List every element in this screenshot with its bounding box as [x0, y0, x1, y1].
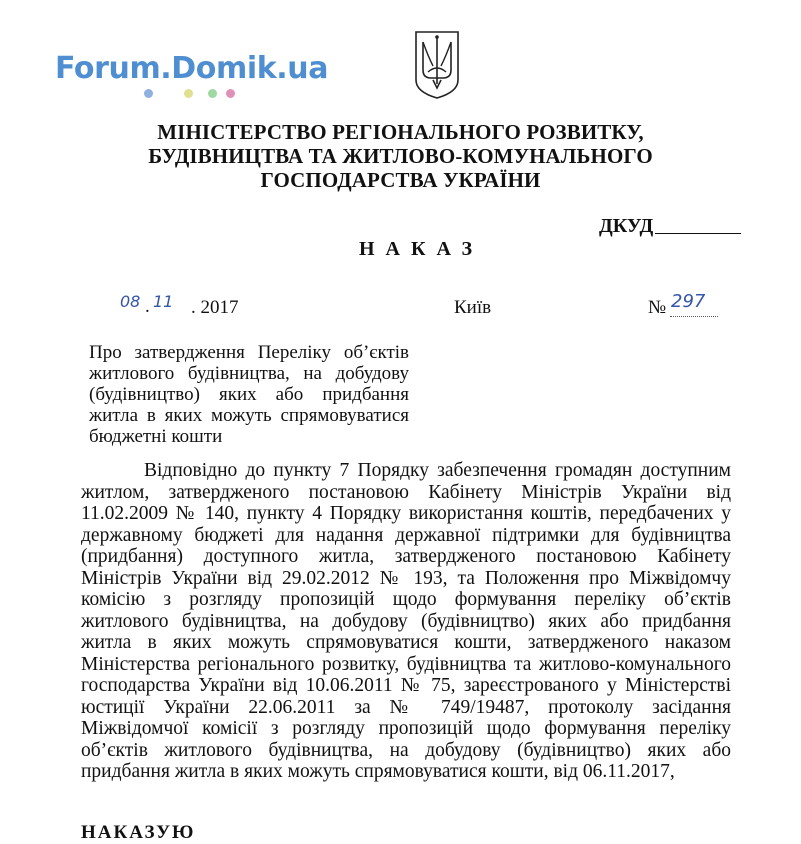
body-line: 11.02.2009 № 140, пункту 4 Порядку використання коштів, передбачених у: [81, 503, 731, 524]
body-line: придбання житла в яких можуть спрямовуватися кошти, від 06.11.2017,: [81, 761, 675, 782]
date-year: . 2017: [191, 297, 239, 318]
ministry-name-line-1: МІНІСТЕРСТВО РЕГІОНАЛЬНОГО РОЗВИТКУ,: [157, 120, 644, 144]
body-line: Міністрів України від 29.02.2012 № 193, та Положення про Міжвідомчу: [81, 567, 731, 589]
body-line: житла в яких можуть спрямовуватися кошти, затвердженого наказом: [81, 632, 731, 653]
body-line: державному бюджеті для надання державної підтримки для будівництва: [81, 524, 731, 546]
handwritten-day: 08: [120, 292, 141, 311]
body-line: об’єктів житлового будівництва, на добудову (будівництво) яких або: [81, 739, 731, 761]
order-subject: [89, 342, 409, 447]
order-directive-heading: НАКАЗУЮ: [81, 822, 196, 843]
date-separator: .: [145, 296, 150, 317]
dkud-blank-line: [655, 233, 741, 234]
subject-line: Про затвердження Переліку об’єктів: [89, 342, 409, 363]
ministry-name-line-2: БУДІВНИЦТВА ТА ЖИТЛОВО-КОМУНАЛЬНОГО: [148, 144, 653, 168]
body-line: Міністерства регіонального розвитку, будівництва та житлово-комунального: [81, 653, 731, 675]
subject-line: житла в яких можуть спрямовуватися: [89, 405, 409, 426]
dkud-label: ДКУД: [599, 215, 654, 237]
city: Київ: [454, 297, 492, 318]
logo-dot-pink: [226, 89, 235, 98]
logo-dot-blue: [144, 89, 153, 98]
handwritten-order-number: 297: [671, 291, 706, 312]
body-line: юстиції України 22.06.2011 за № 749/19487, протоколу засідання: [81, 696, 731, 718]
number-sign: №: [648, 297, 667, 318]
trident-icon: [414, 30, 460, 100]
handwritten-month: 11: [153, 292, 174, 311]
subject-line: (будівництво) яких або придбання: [89, 384, 409, 405]
body-line: (придбання) доступного житла, затвердженого постановою Кабінету: [81, 546, 731, 567]
document-title: НАКАЗ: [359, 238, 484, 260]
body-line: господарства України від 10.06.2011 № 75, зареєстрованого у Міністерстві: [81, 675, 731, 696]
logo-dot-yellow: [184, 89, 193, 98]
logo-dot-green: [208, 89, 217, 98]
subject-line: житлового будівництва, на добудову: [89, 363, 409, 384]
body-line: житлового будівництва, на добудову (будівництво) яких або придбання: [81, 610, 731, 632]
number-underline: [670, 316, 718, 317]
body-line: Відповідно до пункту 7 Порядку забезпечення громадян доступним: [144, 460, 731, 481]
forum-domik-watermark-logo: Forum.Domik.ua: [55, 51, 329, 86]
ministry-name-line-3: ГОСПОДАРСТВА УКРАЇНИ: [260, 168, 541, 192]
body-line: комісію з розгляду пропозицій щодо формування переліку об’єктів: [81, 589, 731, 610]
body-line: житлом, затвердженого постановою Кабінету Міністрів України від: [81, 481, 731, 503]
body-line: Міжвідомчої комісії з розгляду пропозицій щодо формування переліку: [81, 718, 731, 739]
subject-line: бюджетні кошти: [89, 426, 223, 447]
order-body-paragraph: [81, 460, 731, 783]
